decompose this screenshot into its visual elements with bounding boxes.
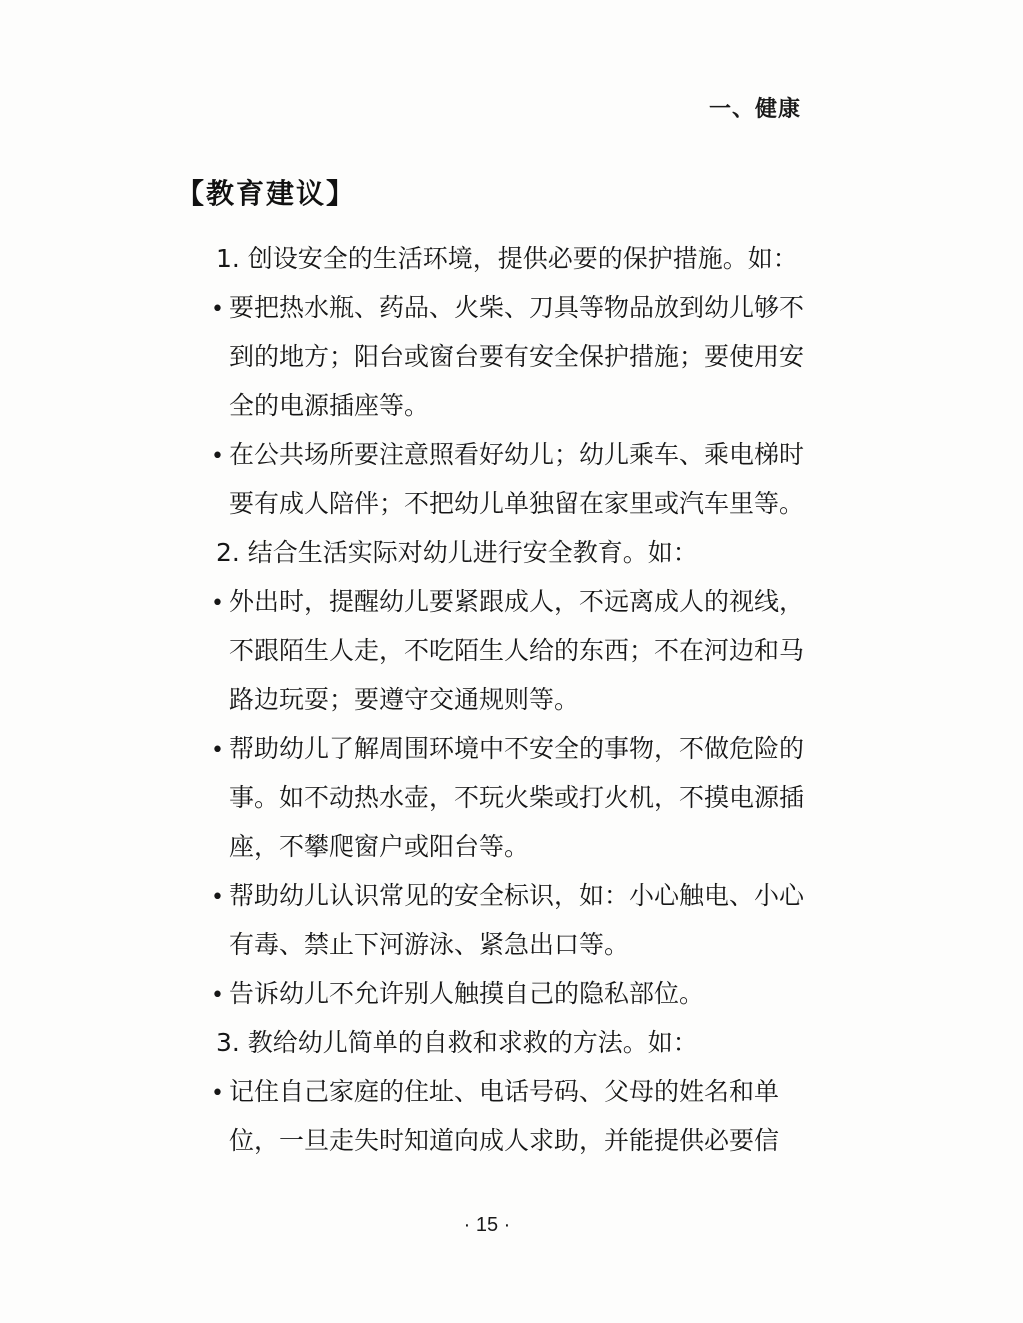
running-head: 一、健康 bbox=[708, 97, 801, 122]
bullet-continuation bbox=[229, 822, 529, 871]
line-text: 位，一旦走失时知道向成人求助，并能提供必要信 bbox=[229, 1126, 780, 1155]
line-text: 2. 结合生活实际对幼儿进行安全教育。如： bbox=[216, 538, 698, 567]
numbered-item-3 bbox=[216, 1018, 698, 1067]
line-text: 外出时，提醒幼儿要紧跟成人，不远离成人的视线， bbox=[229, 587, 805, 616]
line-text: 帮助幼儿认识常见的安全标识，如：小心触电、小心 bbox=[229, 881, 805, 910]
bullet-continuation bbox=[229, 332, 804, 381]
section-title: 【教育建议】 bbox=[176, 177, 357, 210]
line-text: 有毒、禁止下河游泳、紧急出口等。 bbox=[229, 930, 630, 959]
bullet-dot: • bbox=[211, 591, 224, 616]
line-text: 告诉幼儿不允许别人触摸自己的隐私部位。 bbox=[229, 979, 705, 1008]
bullet-item bbox=[211, 871, 804, 920]
line-text: 事。如不动热水壶，不玩火柴或打火机，不摸电源插 bbox=[229, 783, 805, 812]
bullet-item bbox=[211, 430, 804, 479]
bullet-item bbox=[211, 1067, 779, 1116]
bullet-continuation bbox=[229, 773, 804, 822]
line-text: 不跟陌生人走，不吃陌生人给的东西；不在河边和马 bbox=[229, 636, 805, 665]
bullet-dot: • bbox=[211, 738, 224, 763]
line-text: 路边玩耍；要遵守交通规则等。 bbox=[229, 685, 580, 714]
numbered-item-2 bbox=[216, 528, 698, 577]
line-text: 座，不攀爬窗户或阳台等。 bbox=[229, 832, 530, 861]
page-number: · 15 · bbox=[463, 1214, 511, 1236]
numbered-item-1 bbox=[216, 234, 798, 283]
line-text: 1. 创设安全的生活环境，提供必要的保护措施。如： bbox=[216, 244, 798, 273]
bullet-continuation bbox=[229, 381, 429, 430]
bullet-dot: • bbox=[211, 1081, 224, 1106]
bullet-continuation bbox=[229, 675, 579, 724]
bullet-continuation bbox=[229, 626, 804, 675]
line-text: 全的电源插座等。 bbox=[229, 391, 430, 420]
bullet-dot: • bbox=[211, 983, 224, 1008]
bullet-dot: • bbox=[211, 297, 224, 322]
bullet-dot: • bbox=[211, 444, 224, 469]
bullet-item bbox=[211, 577, 804, 626]
bullet-dot: • bbox=[211, 885, 224, 910]
bullet-continuation bbox=[229, 920, 629, 969]
bullet-continuation bbox=[229, 479, 804, 528]
bullet-item bbox=[211, 969, 704, 1018]
bullet-item bbox=[211, 724, 804, 773]
line-text: 在公共场所要注意照看好幼儿；幼儿乘车、乘电梯时 bbox=[229, 440, 805, 469]
line-text: 记住自己家庭的住址、电话号码、父母的姓名和单 bbox=[229, 1077, 780, 1106]
line-text: 要有成人陪伴；不把幼儿单独留在家里或汽车里等。 bbox=[229, 489, 805, 518]
line-text: 3. 教给幼儿简单的自救和求救的方法。如： bbox=[216, 1028, 698, 1057]
bullet-continuation bbox=[229, 1116, 779, 1165]
line-text: 帮助幼儿了解周围环境中不安全的事物，不做危险的 bbox=[229, 734, 805, 763]
line-text: 要把热水瓶、药品、火柴、刀具等物品放到幼儿够不 bbox=[229, 293, 805, 322]
line-text: 到的地方；阳台或窗台要有安全保护措施；要使用安 bbox=[229, 342, 805, 371]
bullet-item bbox=[211, 283, 804, 332]
